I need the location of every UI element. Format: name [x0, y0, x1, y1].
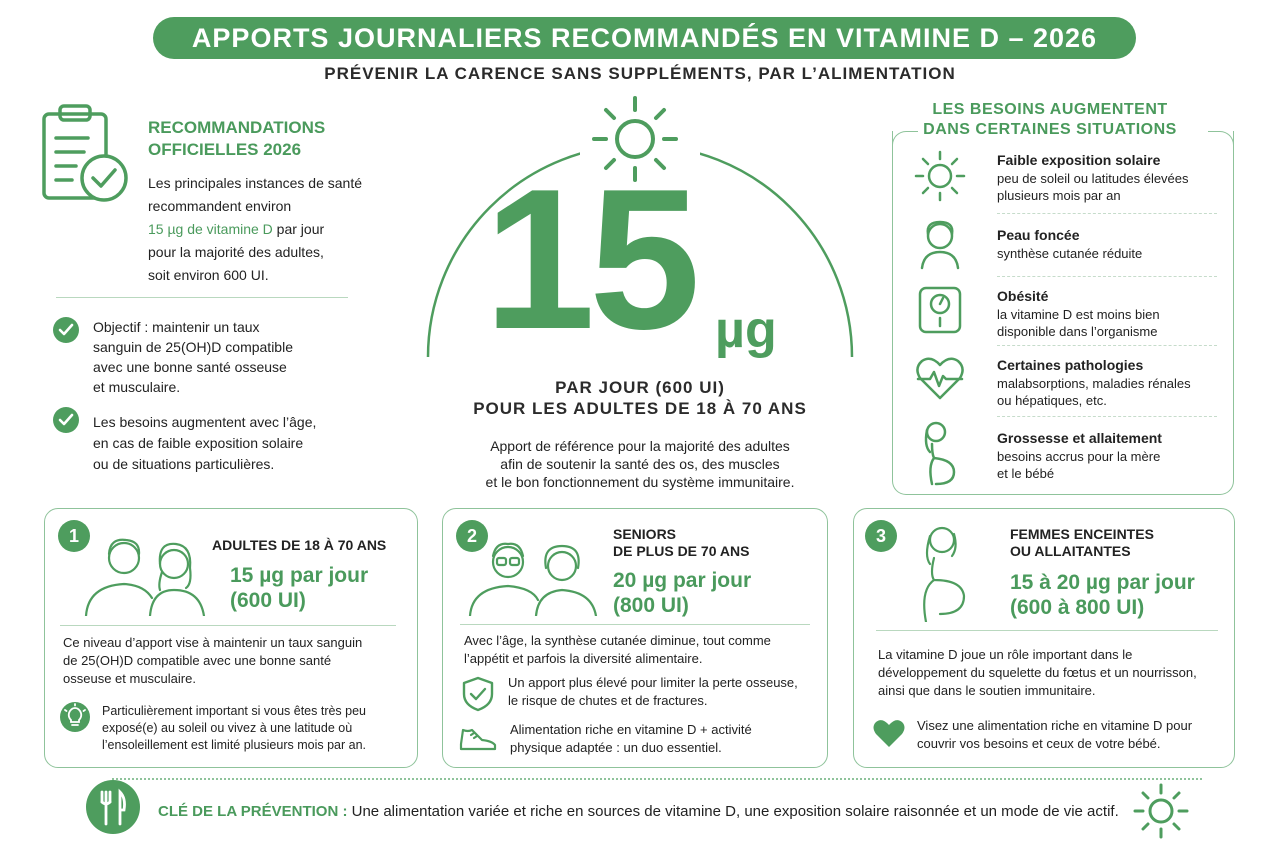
- footer-text: CLÉ DE LA PRÉVENTION : Une alimentation variée et riche en sources de vitamine D, une exposition solaire raisonnée et un mode de vie actif.: [158, 803, 1119, 820]
- card-tip: Un apport plus élevé pour limiter la perte osseuse, le risque de chutes et de fractures.: [508, 675, 798, 708]
- footer-divider: [112, 778, 1202, 780]
- recommended-dose: 15 µg de vitamine D: [148, 221, 273, 237]
- card-paragraph: La vitamine D joue un rôle important dans le développement du squelette du fœtus et un nourrisson, ainsi que dans le soutien immunitaire.: [878, 647, 1197, 698]
- situation-item: Grossesse et allaitement besoins accrus pour la mère et le bébé: [997, 430, 1162, 481]
- seniors-icon: [466, 530, 602, 616]
- pregnant-woman-icon: [900, 518, 980, 622]
- card-dose: 15 à 20 µg par jour (600 à 800 UI): [1010, 571, 1195, 619]
- couple-icon: [82, 524, 210, 616]
- objective-text: Objectif : maintenir un taux sanguin de 25(OH)D compatible avec une bonne santé osseuse et musculaire.: [93, 319, 293, 395]
- scale-icon: [912, 282, 968, 338]
- card-paragraph: Ce niveau d’apport vise à maintenir un taux sanguin de 25(OH)D compatible avec une bonne santé osseuse et musculaire.: [63, 635, 363, 686]
- card-paragraph: Avec l’âge, la synthèse cutanée diminue, tout comme l’appétit et parfois la diversité alimentaire.: [464, 633, 771, 666]
- heart-pulse-icon: [912, 350, 968, 406]
- shield-check-icon: [460, 675, 496, 713]
- lightbulb-icon: [60, 702, 90, 732]
- person-icon: [912, 214, 968, 270]
- card-dose: 20 µg par jour (800 UI): [613, 569, 752, 617]
- center-description: Apport de référence pour la majorité des adultes afin de soutenir la santé des os, des muscles et le bon fonctionnement du système immunitaire.: [485, 438, 795, 490]
- card-tip: Visez une alimentation riche en vitamine D pour couvrir vos besoins et ceux de votre bébé.: [917, 718, 1193, 751]
- center-line-2: POUR LES ADULTES DE 18 À 70 ANS: [473, 399, 807, 418]
- big-value: 15: [484, 148, 695, 371]
- recommendations-title: RECOMMANDATIONS OFFICIELLES 2026: [148, 118, 326, 159]
- card-heading: SENIORS DE PLUS DE 70 ANS: [613, 526, 750, 559]
- card-number: 3: [865, 520, 897, 552]
- divider: [56, 297, 348, 298]
- situation-item: Peau foncée synthèse cutanée réduite: [997, 227, 1143, 261]
- check-icon: [53, 317, 79, 343]
- pregnant-woman-icon: [912, 418, 968, 488]
- heart-icon: [872, 718, 906, 748]
- footer-key: CLÉ DE LA PRÉVENTION :: [158, 803, 348, 820]
- sun-icon: [1132, 782, 1190, 840]
- sneaker-icon: [458, 722, 498, 754]
- card-tip: Alimentation riche en vitamine D + activité physique adaptée : un duo essentiel.: [510, 722, 752, 755]
- card-number: 1: [58, 520, 90, 552]
- card-heading: ADULTES DE 18 À 70 ANS: [212, 537, 387, 553]
- needs-text: Les besoins augmentent avec l’âge, en cas de faible exposition solaire ou de situations particulières.: [93, 414, 317, 472]
- check-icon: [53, 407, 79, 433]
- situation-item: Faible exposition solaire peu de soleil ou latitudes élevées plusieurs mois par an: [997, 152, 1189, 203]
- page-subtitle: PRÉVENIR LA CARENCE SANS SUPPLÉMENTS, PAR L’ALIMENTATION: [324, 64, 956, 83]
- page-title: APPORTS JOURNALIERS RECOMMANDÉS EN VITAMINE D – 2026: [153, 17, 1136, 59]
- sun-icon: [912, 148, 968, 204]
- card-heading: FEMMES ENCEINTES OU ALLAITANTES: [1010, 526, 1154, 559]
- fork-knife-icon: [86, 780, 140, 834]
- center-line-1: PAR JOUR (600 UI): [555, 378, 725, 397]
- situations-title: LES BESOINS AUGMENTENT DANS CERTAINES SITUATIONS: [923, 101, 1177, 138]
- card-tip: Particulièrement important si vous êtes très peu exposé(e) au soleil ou vivez à une latitude où l’ensoleillement est limité plusieurs mois par an.: [102, 704, 367, 752]
- situation-item: Obésité la vitamine D est moins bien disponible dans l’organisme: [997, 288, 1160, 339]
- card-number: 2: [456, 520, 488, 552]
- recommendations-text: Les principales instances de santé recommandent environ 15 µg de vitamine D par jour pour la majorité des adultes, soit environ 600 UI.: [148, 175, 363, 283]
- clipboard-check-icon: [40, 100, 132, 204]
- situation-item: Certaines pathologies malabsorptions, maladies rénales ou hépatiques, etc.: [997, 357, 1191, 408]
- card-dose: 15 µg par jour (600 UI): [230, 564, 369, 612]
- big-unit: µg: [715, 301, 777, 359]
